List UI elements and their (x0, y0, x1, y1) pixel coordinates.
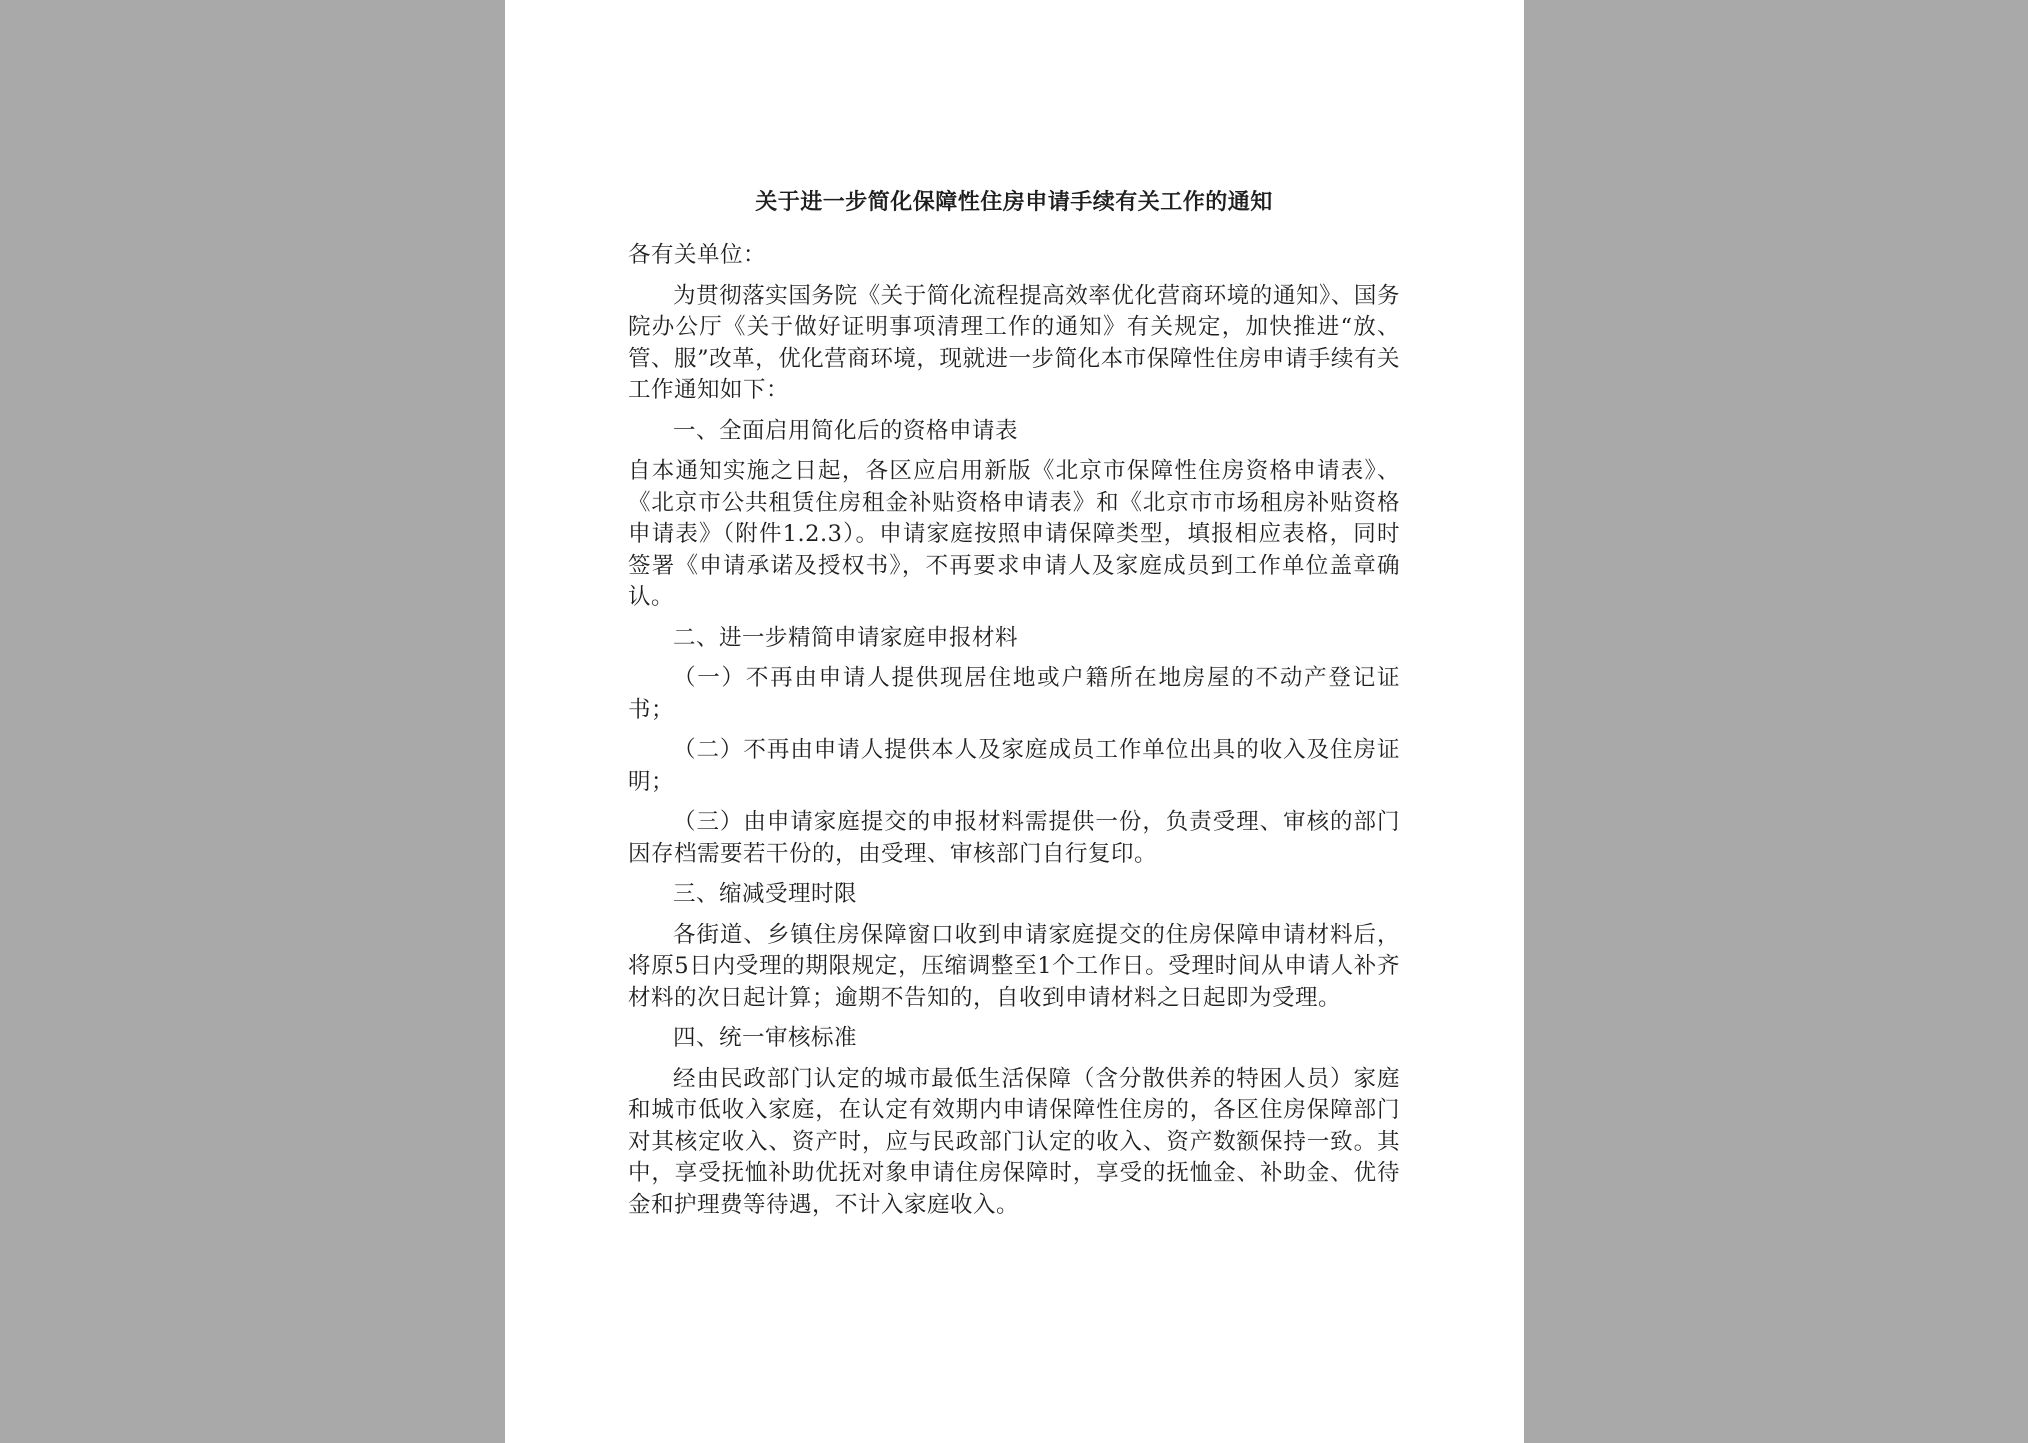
section-1-heading: 一、全面启用简化后的资格申请表 (673, 417, 1019, 444)
document-page (505, 0, 1524, 1443)
section-2-item-1: （一）不再由申请人提供现居住地或户籍所在地房屋的不动产登记证书； (628, 665, 1400, 723)
intro-paragraph: 为贯彻落实国务院《关于简化流程提高效率优化营商环境的通知》、国务院办公厅《关于做好证明事项清理工作的通知》有关规定，加快推进“放、管、服”改革，优化营商环境，现就进一步简化本市保障性住房申请手续有关工作通知如下： (628, 282, 1400, 403)
section-1-body: 自本通知实施之日起，各区应启用新版《北京市保障性住房资格申请表》、《北京市公共租赁住房租金补贴资格申请表》和《北京市市场租房补贴资格申请表》（附件1.2.3）。申请家庭按照申请保障类型，填报相应表格，同时签署《申请承诺及授权书》，不再要求申请人及家庭成员到工作单位盖章确认。 (628, 458, 1400, 610)
salutation: 各有关单位： (628, 242, 767, 268)
section-4-body: 经由民政部门认定的城市最低生活保障（含分散供养的特困人员）家庭和城市低收入家庭，在认定有效期内申请保障性住房的，各区住房保障部门对其核定收入、资产时，应与民政部门认定的收入、资产数额保持一致。其中，享受抚恤补助优抚对象申请住房保障时，享受的抚恤金、补助金、优待金和护理费等待遇，不计入家庭收入。 (628, 1065, 1400, 1218)
section-3-body: 各街道、乡镇住房保障窗口收到申请家庭提交的住房保障申请材料后，将原5日内受理的期限规定，压缩调整至1个工作日。受理时间从申请人补齐材料的次日起计算；逾期不告知的，自收到申请材料之日起即为受理。 (628, 921, 1400, 1011)
section-2-item-2: （二）不再由申请人提供本人及家庭成员工作单位出具的收入及住房证明； (628, 737, 1400, 795)
section-4-heading: 四、统一审核标准 (673, 1025, 858, 1051)
section-2-item-3: （三）由申请家庭提交的申报材料需提供一份，负责受理、审核的部门因存档需要若干份的，由受理、审核部门自行复印。 (628, 809, 1400, 867)
section-3-heading: 三、缩减受理时限 (673, 881, 858, 907)
document-body (628, 180, 1400, 1230)
document-title: 关于进一步简化保障性住房申请手续有关工作的通知 (755, 189, 1273, 215)
section-2-heading: 二、进一步精简申请家庭申报材料 (673, 624, 1019, 651)
